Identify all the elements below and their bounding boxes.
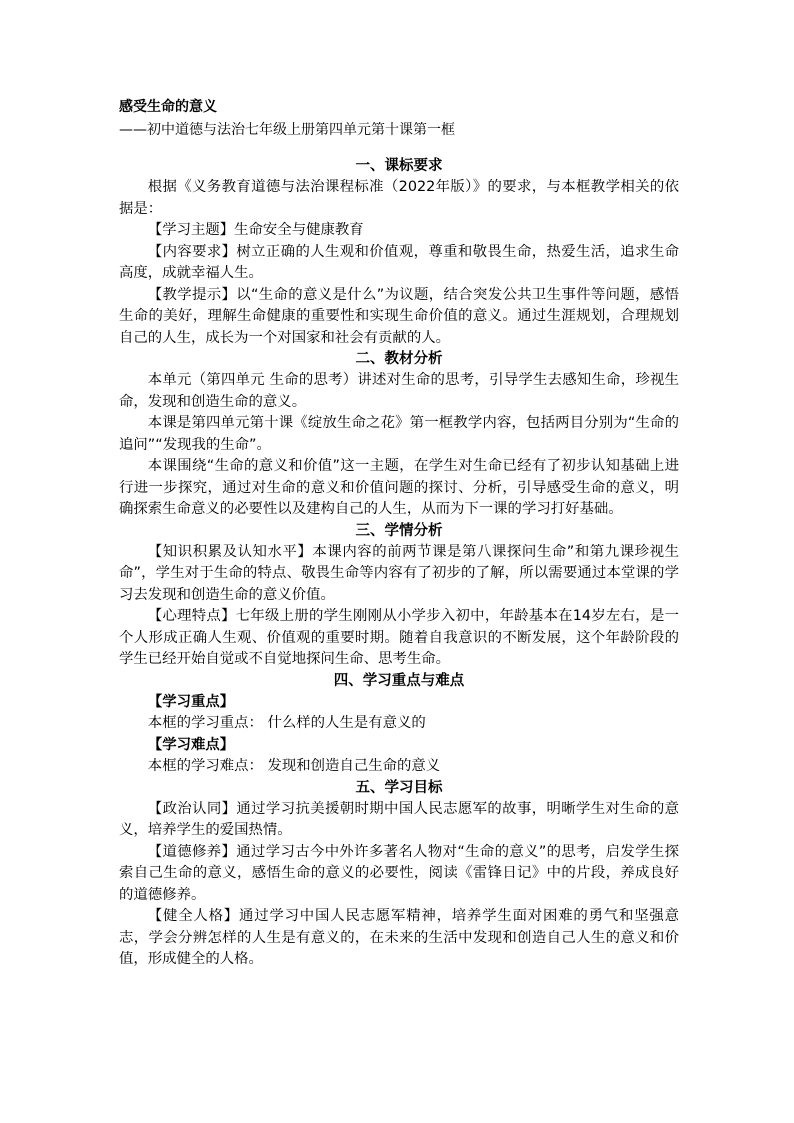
- paragraph: 本框的学习重点： 什么样的人生是有意义的: [147, 715, 426, 731]
- paragraph: 本单元（第四单元 生命的思考）讲述对生命的思考，引导学生去感知生命，珍视生命，发现和创造生命的意义。: [119, 372, 679, 410]
- section-heading-textbook: 二、教材分析: [355, 351, 443, 367]
- document-page: [119, 96, 679, 971]
- section-heading-focus: 四、学习重点与难点: [333, 672, 465, 689]
- focus-label: 【学习重点】: [147, 693, 235, 710]
- paragraph: 【学习主题】生命安全与健康教育: [147, 222, 364, 238]
- paragraph: 本框的学习难点： 发现和创造自己生命的意义: [147, 758, 441, 774]
- section-heading-objectives: 五、学习目标: [355, 779, 443, 796]
- paragraph: 【内容要求】树立正确的人生观和价值观，尊重和敬畏生命，热爱生活，追求生命高度，成就幸福人生。: [119, 243, 679, 281]
- paragraph: 本课围绕“生命的意义和价值”这一主题，在学生对生命已经有了初步认知基础上进行进一步探究，通过对生命的意义和价值问题的探讨、分析，引导感受生命的意义，明确探索生命意义的必要性以及建构自己的人生，从而为下一课的学习打好基础。: [119, 458, 679, 517]
- document-title: 感受生命的意义: [119, 99, 217, 115]
- section-heading-learners: 三、学情分析: [355, 522, 443, 539]
- document-subtitle: ——初中道德与法治七年级上册第四单元第十课第一框: [119, 122, 455, 138]
- paragraph: 本课是第四单元第十课《绽放生命之花》第一框教学内容，包括两目分别为“生命的追问”“发现我的生命”。: [119, 415, 679, 453]
- paragraph: 【政治认同】通过学习抗美援朝时期中国人民志愿军的故事，明晰学生对生命的意义，培养学生的爱国热情。: [119, 800, 679, 838]
- section-heading-curriculum: 一、课标要求: [355, 158, 443, 174]
- paragraph: 【健全人格】通过学习中国人民志愿军精神，培养学生面对困难的勇气和坚强意志，学会分辨怎样的人生是有意义的，在未来的生活中发现和创造自己人生的意义和价值，形成健全的人格。: [119, 908, 679, 967]
- difficulty-label: 【学习难点】: [147, 736, 235, 753]
- paragraph: 【知识积累及认知水平】本课内容的前两节课是第八课探问生命”和第九课珍视生命”，学生对于生命的特点、敬畏生命等内容有了初步的了解，所以需要通过本堂课的学习去发现和创造生命的意义价值。: [119, 543, 679, 603]
- paragraph: 【心理特点】七年级上册的学生刚刚从小学步入初中，年龄基本在14岁左右，是一个人形成正确人生观、价值观的重要时期。随着自我意识的不断发展，这个年龄阶段的学生已经开始自觉或不自觉地探问生命、思考生命。: [119, 608, 679, 667]
- paragraph: 【道德修养】通过学习古今中外许多著名人物对“生命的意义”的思考，启发学生探索自己生命的意义，感悟生命的意义的必要性，阅读《雷锋日记》中的片段，养成良好的道德修养。: [119, 843, 679, 903]
- paragraph: 根据《义务教育道德与法治课程标准（2022年版）》的要求，与本框教学相关的依据是：: [119, 179, 679, 217]
- paragraph: 【教学提示】以“生命的意义是什么”为议题，结合突发公共卫生事件等问题，感悟生命的美好，理解生命健康的重要性和实现生命价值的意义。通过生涯规划，合理规划自己的人生，成长为一个对国家和社会有贡献的人。: [119, 286, 679, 346]
